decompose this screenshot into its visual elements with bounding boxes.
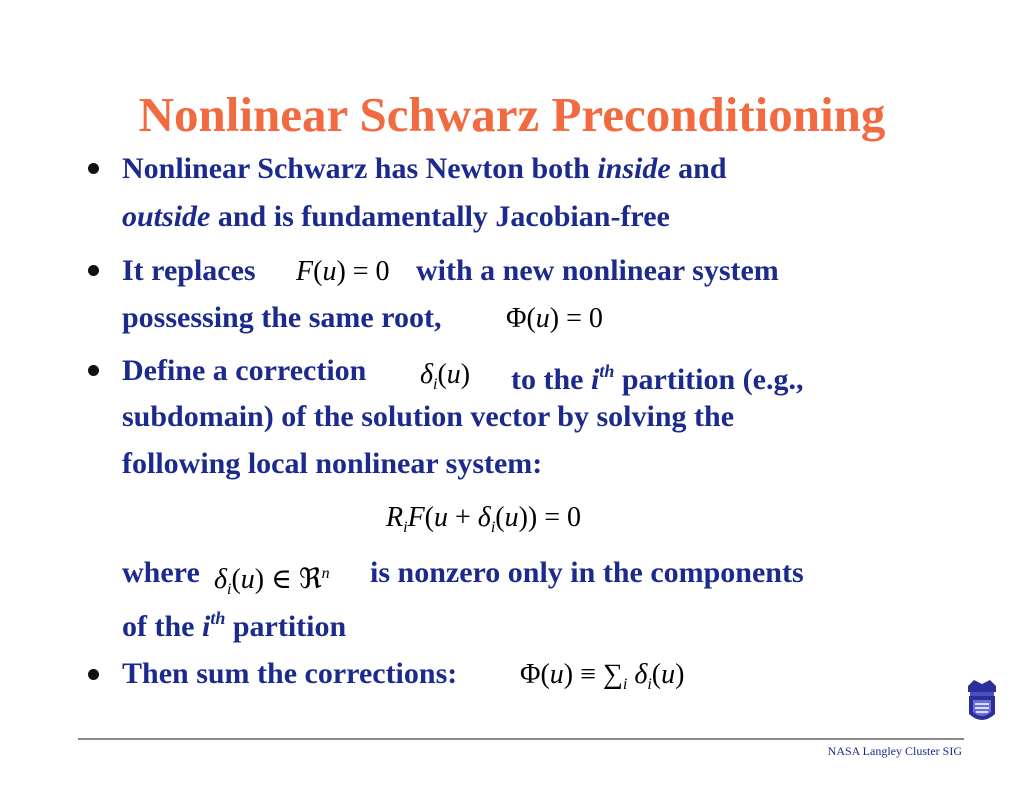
text: following local nonlinear system: — [122, 447, 543, 480]
where-line-2 — [122, 598, 346, 647]
text: subdomain) of the solution vector by solving the — [122, 400, 735, 433]
bullet-2-line-1b — [416, 251, 779, 291]
text: and — [670, 152, 727, 185]
text: where — [122, 556, 200, 589]
text: Nonlinear Schwarz has Newton both — [122, 152, 598, 185]
footer-text: NASA Langley Cluster SIG — [827, 744, 962, 758]
text: It replaces — [122, 254, 256, 287]
bullet-3-line-1 — [122, 351, 366, 391]
ith-symbol: $i^{th}$ — [590, 361, 615, 396]
bullet-dot — [88, 365, 99, 376]
bullet-3-line-2 — [122, 397, 734, 437]
bullet-dot — [88, 669, 99, 680]
text: Define a correction — [122, 354, 367, 387]
where-line-1 — [122, 553, 200, 593]
equation-sum-corrections: $\Phi(u) \equiv \sum_i$ $\delta_i(u)$ — [520, 659, 685, 693]
text: to the — [511, 363, 584, 396]
bullet-1-line-2 — [122, 197, 670, 237]
text-italic: inside — [597, 152, 671, 185]
bullet-1-line-1 — [122, 149, 727, 189]
text-italic: outside — [122, 200, 211, 233]
text: and is fundamentally Jacobian-free — [210, 200, 670, 233]
bullet-2-line-1 — [122, 251, 256, 291]
equation-phi-u-zero: Φ(u) = 0 — [506, 303, 603, 334]
where-line-1b — [370, 553, 804, 593]
bullet-2-line-2 — [122, 298, 441, 338]
text: with a new nonlinear system — [416, 254, 779, 287]
text: partition — [232, 610, 347, 643]
equation-delta-in-Rn: $\delta_i(u)$ ∈ ℜ$^n$ — [214, 564, 330, 598]
equation-F-u-zero: F(u) = 0 — [296, 256, 390, 287]
footer-divider — [78, 738, 964, 740]
slide-title: Nonlinear Schwarz Preconditioning — [138, 87, 886, 142]
text: of the — [122, 610, 195, 643]
university-crest-icon — [964, 678, 1000, 728]
equation-local-system: $R_iF(u + \delta_i(u)) = 0$ — [386, 502, 582, 536]
bullet-dot — [88, 265, 99, 276]
bullet-dot — [88, 163, 99, 174]
equation-delta-i-u: $\delta_i(u)$ — [420, 359, 471, 393]
bullet-3-line-3 — [122, 444, 542, 484]
text: possessing the same root, — [122, 301, 442, 334]
ith-symbol: $i^{th}$ — [201, 608, 226, 643]
text: Then sum the corrections: — [122, 657, 458, 690]
bullet-3-line-1b — [511, 351, 803, 400]
bullet-4-line-1 — [122, 654, 457, 694]
text: is nonzero only in the components — [370, 556, 804, 589]
text: partition (e.g., — [614, 363, 804, 396]
